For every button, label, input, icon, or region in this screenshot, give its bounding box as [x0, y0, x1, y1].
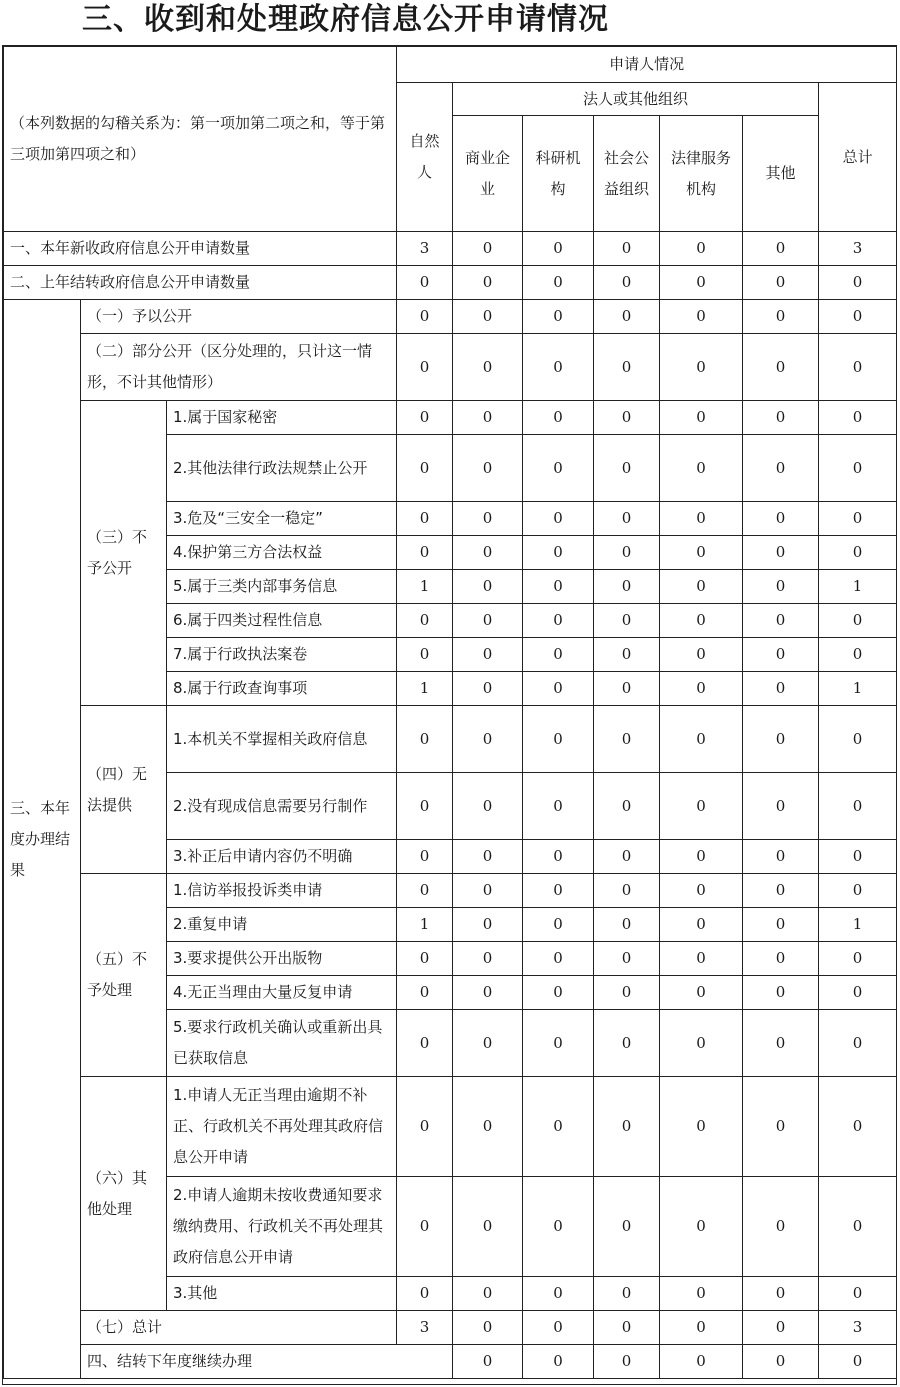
cell-value: 0: [819, 401, 897, 435]
cell-value: 0: [453, 536, 523, 570]
cell-value: 0: [594, 1077, 660, 1177]
row-label: 四、结转下年度继续办理: [81, 1345, 453, 1379]
cell-value: 0: [523, 976, 594, 1010]
cell-value: 0: [453, 706, 523, 773]
header-research: 科研机构: [523, 116, 594, 232]
header-note: （本列数据的勾稽关系为：第一项加第二项之和，等于第三项加第四项之和）: [4, 47, 397, 232]
cell-value: 0: [453, 570, 523, 604]
row-label: 5.属于三类内部事务信息: [167, 570, 397, 604]
table-row: [4, 232, 897, 266]
cell-value: 0: [743, 334, 819, 401]
cell-value: 0: [453, 435, 523, 502]
cell-value: 0: [819, 638, 897, 672]
row-label: 1.申请人无正当理由逾期不补正、行政机关不再处理其政府信息公开申请: [167, 1077, 397, 1177]
cell-value: 0: [660, 334, 743, 401]
cell-value: 0: [594, 942, 660, 976]
cell-value: 0: [743, 401, 819, 435]
cell-value: 0: [523, 638, 594, 672]
cell-value: 0: [660, 1311, 743, 1345]
cell-value: 0: [523, 502, 594, 536]
row-label: 2.其他法律行政法规禁止公开: [167, 435, 397, 502]
cell-value: 1: [397, 570, 453, 604]
cell-value: 3: [819, 1311, 897, 1345]
cell-value: 0: [523, 232, 594, 266]
cell-value: 0: [397, 266, 453, 300]
cell-value: 0: [743, 908, 819, 942]
cell-value: 0: [453, 976, 523, 1010]
cell-value: 0: [397, 773, 453, 840]
row-label: 3.危及“三安全一稳定”: [167, 502, 397, 536]
cell-value: 0: [397, 334, 453, 401]
cell-value: 0: [743, 300, 819, 334]
cell-value: 0: [397, 1010, 453, 1077]
cell-value: 0: [453, 604, 523, 638]
header-commercial: 商业企业: [453, 116, 523, 232]
cell-value: 0: [819, 300, 897, 334]
row-label: 8.属于行政查询事项: [167, 672, 397, 706]
table-row: [4, 401, 897, 435]
row-label: 5.要求行政机关确认或重新出具已获取信息: [167, 1010, 397, 1077]
subgroup-label: （三）不予公开: [81, 401, 167, 706]
cell-value: 0: [743, 1177, 819, 1277]
cell-value: 0: [660, 570, 743, 604]
cell-value: 0: [743, 1311, 819, 1345]
cell-value: 0: [453, 672, 523, 706]
cell-value: 0: [819, 435, 897, 502]
row-label: 3.要求提供公开出版物: [167, 942, 397, 976]
cell-value: 0: [660, 1345, 743, 1379]
cell-value: 3: [397, 232, 453, 266]
cell-value: 0: [594, 604, 660, 638]
cell-value: 0: [523, 672, 594, 706]
cell-value: 0: [743, 773, 819, 840]
row-label: 一、本年新收政府信息公开申请数量: [4, 232, 397, 266]
row-label: 2.没有现成信息需要另行制作: [167, 773, 397, 840]
row-label: 3.补正后申请内容仍不明确: [167, 840, 397, 874]
cell-value: 0: [743, 976, 819, 1010]
cell-value: 0: [523, 266, 594, 300]
cell-value: 0: [453, 300, 523, 334]
cell-value: 0: [743, 706, 819, 773]
cell-value: 0: [819, 706, 897, 773]
cell-value: 0: [743, 502, 819, 536]
row-label: 3.其他: [167, 1277, 397, 1311]
cell-value: 0: [819, 1010, 897, 1077]
cell-value: 0: [743, 1277, 819, 1311]
cell-value: 0: [594, 1311, 660, 1345]
subgroup-label: （五）不予处理: [81, 874, 167, 1077]
cell-value: 1: [819, 570, 897, 604]
cell-value: 0: [819, 1345, 897, 1379]
header-natural-person: 自然人: [397, 83, 453, 232]
cell-value: 0: [397, 942, 453, 976]
row-label: （二）部分公开（区分处理的，只计这一情形，不计其他情形）: [81, 334, 397, 401]
row-label: （七）总计: [81, 1311, 397, 1345]
cell-value: 0: [819, 874, 897, 908]
cell-value: 0: [819, 942, 897, 976]
cell-value: 0: [594, 638, 660, 672]
cell-value: 0: [819, 502, 897, 536]
cell-value: 0: [453, 334, 523, 401]
cell-value: 0: [743, 435, 819, 502]
cell-value: 0: [453, 942, 523, 976]
row-label: 6.属于四类过程性信息: [167, 604, 397, 638]
row-label: 1.信访举报投诉类申请: [167, 874, 397, 908]
cell-value: 0: [819, 266, 897, 300]
row-label: 2.重复申请: [167, 908, 397, 942]
cell-value: 0: [397, 1277, 453, 1311]
cell-value: 1: [397, 908, 453, 942]
table-row: [4, 1077, 897, 1177]
cell-value: 0: [819, 1277, 897, 1311]
statistics-table: [3, 46, 897, 1379]
cell-value: 0: [453, 638, 523, 672]
table-row: [4, 334, 897, 401]
cell-value: 0: [660, 232, 743, 266]
cell-value: 0: [397, 976, 453, 1010]
cell-value: 0: [523, 1311, 594, 1345]
page-title: 三、收到和处理政府信息公开申请情况: [82, 2, 609, 37]
cell-value: 0: [660, 874, 743, 908]
cell-value: 0: [743, 536, 819, 570]
cell-value: 0: [660, 942, 743, 976]
cell-value: 0: [523, 840, 594, 874]
cell-value: 0: [660, 435, 743, 502]
cell-value: 0: [743, 672, 819, 706]
cell-value: 1: [397, 672, 453, 706]
cell-value: 0: [594, 908, 660, 942]
cell-value: 0: [660, 1277, 743, 1311]
cell-value: 0: [397, 840, 453, 874]
cell-value: 0: [660, 266, 743, 300]
cell-value: 0: [594, 502, 660, 536]
header-other: 其他: [743, 116, 819, 232]
cell-value: 0: [594, 773, 660, 840]
header-applicant-situation: 申请人情况: [397, 47, 897, 83]
cell-value: 0: [453, 1010, 523, 1077]
cell-value: 0: [453, 1177, 523, 1277]
cell-value: 0: [594, 1345, 660, 1379]
table-row: [4, 874, 897, 908]
cell-value: 0: [594, 976, 660, 1010]
cell-value: 0: [523, 1010, 594, 1077]
cell-value: 0: [523, 604, 594, 638]
cell-value: 0: [660, 536, 743, 570]
cell-value: 0: [660, 604, 743, 638]
cell-value: 0: [594, 334, 660, 401]
cell-value: 0: [397, 536, 453, 570]
cell-value: 0: [397, 706, 453, 773]
cell-value: 0: [660, 1010, 743, 1077]
cell-value: 0: [523, 1277, 594, 1311]
group-label-year-results: 三、本年度办理结果: [4, 300, 81, 1379]
cell-value: 0: [453, 266, 523, 300]
cell-value: 0: [594, 1277, 660, 1311]
subgroup-label: （四）无法提供: [81, 706, 167, 874]
header-social-welfare: 社会公益组织: [594, 116, 660, 232]
cell-value: 0: [453, 502, 523, 536]
cell-value: 0: [594, 706, 660, 773]
cell-value: 0: [453, 773, 523, 840]
cell-value: 0: [523, 706, 594, 773]
row-label: 1.属于国家秘密: [167, 401, 397, 435]
header-total: 总计: [819, 83, 897, 232]
cell-value: 0: [453, 1311, 523, 1345]
cell-value: 0: [660, 1177, 743, 1277]
cell-value: 0: [594, 232, 660, 266]
cell-value: 0: [743, 266, 819, 300]
cell-value: 0: [594, 672, 660, 706]
cell-value: 0: [523, 773, 594, 840]
row-label: 1.本机关不掌握相关政府信息: [167, 706, 397, 773]
cell-value: 0: [397, 502, 453, 536]
cell-value: 0: [594, 266, 660, 300]
cell-value: 0: [397, 401, 453, 435]
cell-value: 0: [660, 300, 743, 334]
row-label: 4.保护第三方合法权益: [167, 536, 397, 570]
cell-value: 0: [743, 1010, 819, 1077]
cell-value: 0: [660, 638, 743, 672]
cell-value: 0: [743, 604, 819, 638]
cell-value: 0: [397, 435, 453, 502]
cell-value: 0: [594, 536, 660, 570]
cell-value: 0: [819, 604, 897, 638]
cell-value: 0: [453, 1345, 523, 1379]
cell-value: 0: [743, 232, 819, 266]
header-row: [4, 47, 897, 83]
subgroup-label: （六）其他处理: [81, 1077, 167, 1311]
cell-value: 0: [453, 908, 523, 942]
table-row: [4, 300, 897, 334]
cell-value: 0: [660, 908, 743, 942]
cell-value: 0: [743, 874, 819, 908]
header-legal-orgs: 法人或其他组织: [453, 83, 819, 116]
cell-value: 0: [523, 435, 594, 502]
cell-value: 0: [523, 908, 594, 942]
cell-value: 0: [523, 874, 594, 908]
cell-value: 0: [743, 1077, 819, 1177]
cell-value: 0: [660, 502, 743, 536]
cell-value: 0: [397, 1177, 453, 1277]
cell-value: 0: [594, 1010, 660, 1077]
cell-value: 0: [660, 706, 743, 773]
cell-value: 0: [453, 1077, 523, 1177]
cell-value: 0: [594, 840, 660, 874]
cell-value: 0: [397, 874, 453, 908]
cell-value: 0: [594, 1177, 660, 1277]
row-label: 4.无正当理由大量反复申请: [167, 976, 397, 1010]
cell-value: 0: [594, 570, 660, 604]
row-label: 7.属于行政执法案卷: [167, 638, 397, 672]
cell-value: 0: [660, 976, 743, 1010]
cell-value: 0: [453, 874, 523, 908]
header-legal-service: 法律服务机构: [660, 116, 743, 232]
row-label: 2.申请人逾期未按收费通知要求缴纳费用、行政机关不再处理其政府信息公开申请: [167, 1177, 397, 1277]
cell-value: 0: [453, 232, 523, 266]
cell-value: 0: [523, 1177, 594, 1277]
table-row: [4, 266, 897, 300]
cell-value: 0: [660, 672, 743, 706]
cell-value: 0: [397, 1077, 453, 1177]
cell-value: 0: [397, 638, 453, 672]
cell-value: 1: [819, 908, 897, 942]
cell-value: 0: [819, 840, 897, 874]
cell-value: 0: [660, 840, 743, 874]
cell-value: 0: [523, 300, 594, 334]
cell-value: 0: [523, 401, 594, 435]
cell-value: 0: [819, 773, 897, 840]
cell-value: 0: [453, 840, 523, 874]
row-label: 二、上年结转政府信息公开申请数量: [4, 266, 397, 300]
cell-value: 3: [819, 232, 897, 266]
table-row: [4, 1311, 897, 1345]
cell-value: 0: [743, 1345, 819, 1379]
cell-value: 0: [523, 334, 594, 401]
cell-value: 0: [453, 1277, 523, 1311]
cell-value: 0: [819, 976, 897, 1010]
cell-value: 3: [397, 1311, 453, 1345]
cell-value: 0: [397, 300, 453, 334]
cell-value: 0: [523, 536, 594, 570]
cell-value: 0: [660, 401, 743, 435]
cell-value: 0: [743, 638, 819, 672]
cell-value: 0: [594, 435, 660, 502]
cell-value: 1: [819, 672, 897, 706]
cell-value: 0: [819, 1177, 897, 1277]
cell-value: 0: [743, 942, 819, 976]
cell-value: 0: [660, 773, 743, 840]
cell-value: 0: [523, 1345, 594, 1379]
cell-value: 0: [743, 840, 819, 874]
cell-value: 0: [594, 300, 660, 334]
cell-value: 0: [594, 401, 660, 435]
cell-value: 0: [660, 1077, 743, 1177]
cell-value: 0: [819, 1077, 897, 1177]
cell-value: 0: [743, 570, 819, 604]
table-row: [4, 1345, 897, 1379]
cell-value: 0: [523, 1077, 594, 1177]
cell-value: 0: [594, 874, 660, 908]
cell-value: 0: [523, 570, 594, 604]
cell-value: 0: [523, 942, 594, 976]
cell-value: 0: [819, 536, 897, 570]
cell-value: 0: [819, 334, 897, 401]
cell-value: 0: [397, 604, 453, 638]
cell-value: 0: [453, 401, 523, 435]
row-label: （一）予以公开: [81, 300, 397, 334]
table-row: [4, 706, 897, 773]
